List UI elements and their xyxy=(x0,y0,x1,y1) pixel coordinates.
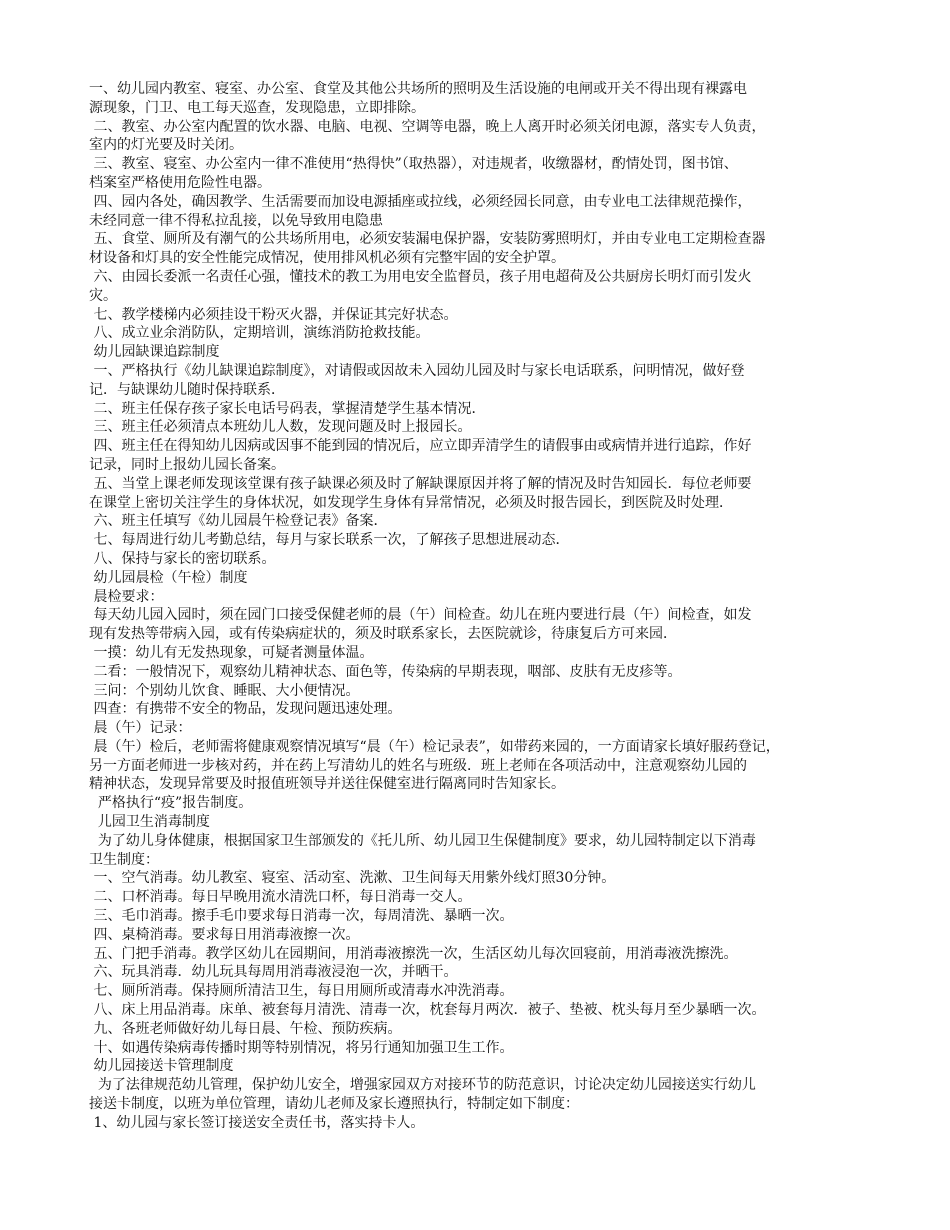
text-line: 档案室严格使用危险性电器。 xyxy=(89,174,271,191)
text-line: 一摸：幼儿有无发热现象，可疑者测量体温。 xyxy=(89,644,374,661)
text-line: 未经同意一律不得私拉乱接，以免导致用电隐患 xyxy=(89,212,383,229)
text-line: 现有发热等带病入园，或有传染病症状的，须及时联系家长，去医院就诊，待康复后方可来园． xyxy=(89,626,677,643)
text-line: 1、幼儿园与家长签订接送安全责任书，落实持卡人。 xyxy=(89,1114,425,1131)
text-line: 儿园卫生消毒制度 xyxy=(89,814,210,831)
text-line: 二看：一般情况下，观察幼儿精神状态、面色等，传染病的早期表现，咽部、皮肤有无皮疹等。 xyxy=(89,663,682,680)
text-line: 一、幼儿园内教室、寝室、办公室、食堂及其他公共场所的照明及生活设施的电闸或开关不得出现有裸露电 xyxy=(89,81,747,97)
text-line: 接送卡制度，以班为单位管理，请幼儿老师及家长遵照执行，特制定如下制度： xyxy=(89,1096,579,1113)
text-line: 精神状态，发现异常要及时报值班领导并送往保健室进行隔离同时告知家长。 xyxy=(89,776,565,793)
text-line: 五、当堂上课老师发现该堂课有孩子缺课必须及时了解缺课原因并将了解的情况及时告知园长．每位老师要 xyxy=(89,475,752,492)
text-line: 在课堂上密切关注学生的身体状况，如发现学生身体有异常情况，必须及时报告园长，到医院及时处理． xyxy=(89,494,733,511)
text-line: 四查：有携带不安全的物品，发现问题迅速处理。 xyxy=(89,701,402,718)
text-line: 严格执行“疫”报告制度。 xyxy=(89,795,253,812)
text-line: 源现象，门卫、电工每天巡查，发现隐患，立即排除。 xyxy=(89,99,425,116)
text-line: 二、班主任保存孩子家长电话号码表，掌握清楚学生基本情况． xyxy=(89,400,486,417)
text-line: 另一方面老师进一步核对药，并在药上写清幼儿的姓名与班级．班上老师在各项活动中，注意观察幼儿园的 xyxy=(89,757,747,774)
text-line: 幼儿园晨检（午检）制度 xyxy=(89,569,248,586)
text-line: 一、空气消毒。幼儿教室、寝室、活动室、洗漱、卫生间每天用紫外线灯照30分钟。 xyxy=(89,870,616,887)
text-line: 室内的灯光要及时关闭。 xyxy=(89,137,243,154)
text-line: 幼儿园缺课追踪制度 xyxy=(89,344,220,361)
text-line: 晨（午）检后，老师需将健康观察情况填写“晨（午）检记录表”，如带药来园的，一方面请家长填好服药登记， xyxy=(89,738,780,755)
text-line: 三、班主任必须清点本班幼儿人数，发现问题及时上报园长。 xyxy=(89,419,472,436)
text-line: 六、班主任填写《幼儿园晨午检登记表》备案． xyxy=(89,513,388,530)
text-line: 三、教室、寝室、办公室内一律不准使用“热得快”（取热器），对违规者，收缴器材，酌情处罚，图书馆、 xyxy=(89,156,738,173)
text-line: 八、成立业余消防队，定期培训，演练消防抢救技能。 xyxy=(89,325,430,342)
text-line: 四、园内各处，确因教学、生活需要而加设电源插座或拉线，必须经园长同意，由专业电工法律规范操作， xyxy=(89,193,752,210)
text-line: 记录，同时上报幼儿园长备案。 xyxy=(89,456,285,473)
text-line: 六、玩具消毒．幼儿玩具每周用消毒液浸泡一次，并晒干。 xyxy=(89,964,458,981)
text-line: 七、教学楼梯内必须挂设干粉灭火器，并保证其完好状态。 xyxy=(89,306,458,323)
text-line: 二、口杯消毒。每日早晚用流水清洗口杯，每日消毒一交人。 xyxy=(89,889,472,906)
text-line: 为了法律规范幼儿管理，保护幼儿安全，增强家园双方对接环节的防范意识，讨论决定幼儿园接送实行幼儿 xyxy=(89,1077,756,1094)
text-line: 晨检要求： xyxy=(89,588,164,605)
text-line: 灾。 xyxy=(89,287,117,304)
text-line: 五、门把手消毒。教学区幼儿在园期间，用消毒液擦洗一次，生活区幼儿每次回寝前，用消毒液洗擦洗。 xyxy=(89,945,738,962)
text-line: 四、班主任在得知幼儿因病或因事不能到园的情况后，应立即弄清学生的请假事由或病情并进行追踪，作好 xyxy=(89,438,752,455)
text-line: 十、如遇传染病毒传播时期等特别情况，将另行通知加强卫生工作。 xyxy=(89,1039,514,1056)
text-line: 为了幼儿身体健康，根据国家卫生部颁发的《托儿所、幼儿园卫生保健制度》要求，幼儿园特制定以下消毒 xyxy=(89,832,756,849)
text-line: 八、床上用品消毒。床单、被套每月清洗、清毒一次，枕套每月两次．被子、垫被、枕头每月至少暴晒一次。 xyxy=(89,1002,766,1019)
text-line: 晨（午）记录： xyxy=(89,720,192,737)
text-line: 材设备和灯具的安全性能完成情况，使用排风机必须有完整牢固的安全护罩。 xyxy=(89,250,565,267)
text-line: 七、每周进行幼儿考勤总结，每月与家长联系一次，了解孩子思想进展动态． xyxy=(89,532,570,549)
text-line: 九、各班老师做好幼儿每日晨、午检、预防疾病。 xyxy=(89,1020,402,1037)
text-line: 三问：个别幼儿饮食、睡眠、大小便情况。 xyxy=(89,682,360,699)
text-line: 六、由园长委派一名责任心强，懂技术的教工为用电安全监督员，孩子用电超荷及公共厨房长明灯而引发火 xyxy=(89,268,752,285)
text-line: 八、保持与家长的密切联系。 xyxy=(89,550,276,567)
text-line: 四、桌椅消毒。要求每日用消毒液擦一次。 xyxy=(89,926,360,943)
text-line: 三、毛巾消毒。擦手毛巾要求每日消毒一次，每周清洗、暴晒一次。 xyxy=(89,908,514,925)
text-line: 卫生制度： xyxy=(89,851,159,868)
text-line: 二、教室、办公室内配置的饮水器、电脑、电视、空调等电器，晚上人离开时必须关闭电源，落实专人负责， xyxy=(89,118,766,135)
text-line: 五、食堂、厕所及有潮气的公共场所用电，必须安装漏电保护器，安装防雾照明灯，并由专业电工定期检查器 xyxy=(89,231,766,248)
text-line: 记．与缺课幼儿随时保持联系． xyxy=(89,381,285,398)
text-line: 一、严格执行《幼儿缺课追踪制度》，对请假或因故未入园幼儿园及时与家长电话联系，问明情况，做好登 xyxy=(89,362,745,379)
text-line: 七、厕所消毒。保持厕所清洁卫生，每日用厕所或清毒水冲洗消毒。 xyxy=(89,983,514,1000)
text-line: 幼儿园接送卡管理制度 xyxy=(89,1058,234,1075)
text-line: 每天幼儿园入园时，须在园门口接受保健老师的晨（午）间检查。幼儿在班内要进行晨（午）间检查，如发 xyxy=(89,607,752,624)
